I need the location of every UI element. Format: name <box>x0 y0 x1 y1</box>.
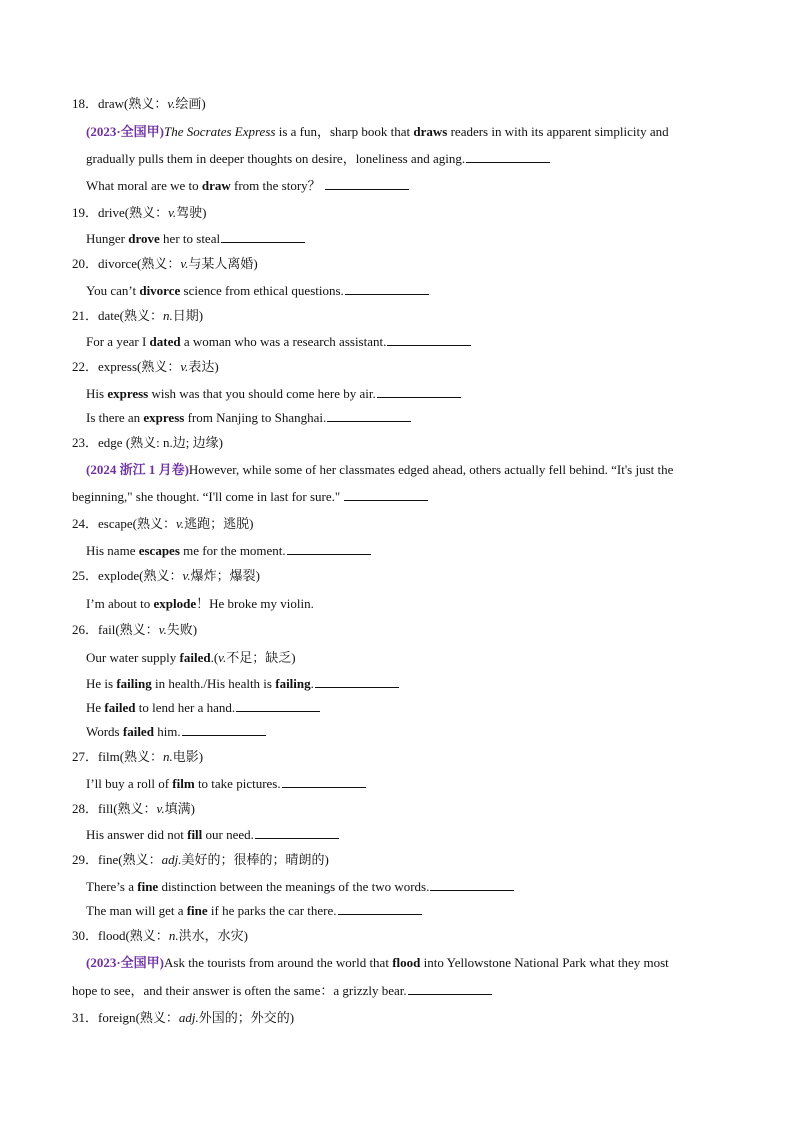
answer-blank[interactable] <box>325 178 409 190</box>
example-sentence: (2024 浙江 1 月卷)However, while some of her classmates edged ahead, others actually fell behind. “It's just the <box>86 462 674 477</box>
example-sentence: His answer did not fill our need. <box>86 827 339 843</box>
entry-heading-25: 25．explode(熟义：v.爆炸；爆裂) <box>72 568 260 583</box>
answer-blank[interactable] <box>182 724 266 736</box>
answer-blank[interactable] <box>338 903 422 915</box>
entry-heading-28: 28．fill(熟义：v.填满) <box>72 801 195 816</box>
entry-heading-23: 23．edge (熟义: n.边; 边缘) <box>72 435 223 450</box>
example-sentence: I’ll buy a roll of film to take pictures. <box>86 776 366 792</box>
answer-blank[interactable] <box>387 334 471 346</box>
example-sentence: There’s a fine distinction between the meanings of the two words. <box>86 879 514 895</box>
example-sentence: For a year I dated a woman who was a research assistant. <box>86 334 471 350</box>
answer-blank[interactable] <box>377 386 461 398</box>
example-sentence: The man will get a fine if he parks the car there. <box>86 903 422 919</box>
example-sentence: Is there an express from Nanjing to Shanghai. <box>86 410 411 426</box>
entry-heading-31: 31．foreign(熟义：adj.外国的；外交的) <box>72 1010 295 1025</box>
example-sentence: hope to see，and their answer is often the same：a grizzly bear. <box>72 983 492 999</box>
entry-heading-26: 26．fail(熟义：v.失败) <box>72 622 198 637</box>
source-tag: (2023·全国甲) <box>86 955 164 970</box>
example-sentence: His name escapes me for the moment. <box>86 543 371 559</box>
source-tag: (2024 浙江 1 月卷) <box>86 462 189 477</box>
entry-heading-20: 20．divorce(熟义：v.与某人离婚) <box>72 256 258 271</box>
answer-blank[interactable] <box>255 827 339 839</box>
answer-blank[interactable] <box>221 231 305 243</box>
example-sentence: He is failing in health./His health is failing. <box>86 676 399 692</box>
answer-blank[interactable] <box>315 676 399 688</box>
example-sentence: I’m about to explode！He broke my violin. <box>86 596 314 611</box>
example-sentence: Our water supply failed.(v.不足；缺乏) <box>86 650 296 665</box>
answer-blank[interactable] <box>430 879 514 891</box>
example-sentence: beginning," she thought. “I'll come in last for sure." <box>72 489 428 505</box>
answer-blank[interactable] <box>327 410 411 422</box>
example-sentence: He failed to lend her a hand. <box>86 700 320 716</box>
example-sentence: You can’t divorce science from ethical questions. <box>86 283 429 299</box>
entry-heading-27: 27．film(熟义：n.电影) <box>72 749 204 764</box>
answer-blank[interactable] <box>344 489 428 501</box>
example-sentence: gradually pulls them in deeper thoughts on desire，loneliness and aging. <box>86 151 550 167</box>
source-tag: (2023·全国甲) <box>86 124 164 139</box>
example-sentence: Words failed him. <box>86 724 266 740</box>
entry-heading-19: 19．drive(熟义：v.驾驶) <box>72 205 207 220</box>
entry-heading-29: 29．fine(熟义：adj.美好的；很棒的；晴朗的) <box>72 852 329 867</box>
example-sentence: What moral are we to draw from the story？ <box>86 178 409 194</box>
answer-blank[interactable] <box>466 151 550 163</box>
example-sentence: (2023·全国甲)Ask the tourists from around the world that flood into Yellowstone National Park what they most <box>86 955 669 970</box>
answer-blank[interactable] <box>236 700 320 712</box>
example-sentence: (2023·全国甲)The Socrates Express is a fun，sharp book that draws readers in with its apparent simplicity and <box>86 124 669 139</box>
entry-heading-21: 21．date(熟义：n.日期) <box>72 308 204 323</box>
example-sentence: Hunger drove her to steal <box>86 231 305 247</box>
entry-heading-24: 24．escape(熟义：v.逃跑；逃脱) <box>72 516 254 531</box>
entry-heading-18: 18．draw(熟义：v.绘画) <box>72 96 206 111</box>
entry-heading-22: 22．express(熟义：v.表达) <box>72 359 219 374</box>
example-sentence: His express wish was that you should come here by air. <box>86 386 461 402</box>
answer-blank[interactable] <box>287 543 371 555</box>
entry-heading-30: 30．flood(熟义：n.洪水，水灾) <box>72 928 248 943</box>
answer-blank[interactable] <box>408 983 492 995</box>
answer-blank[interactable] <box>345 283 429 295</box>
answer-blank[interactable] <box>282 776 366 788</box>
